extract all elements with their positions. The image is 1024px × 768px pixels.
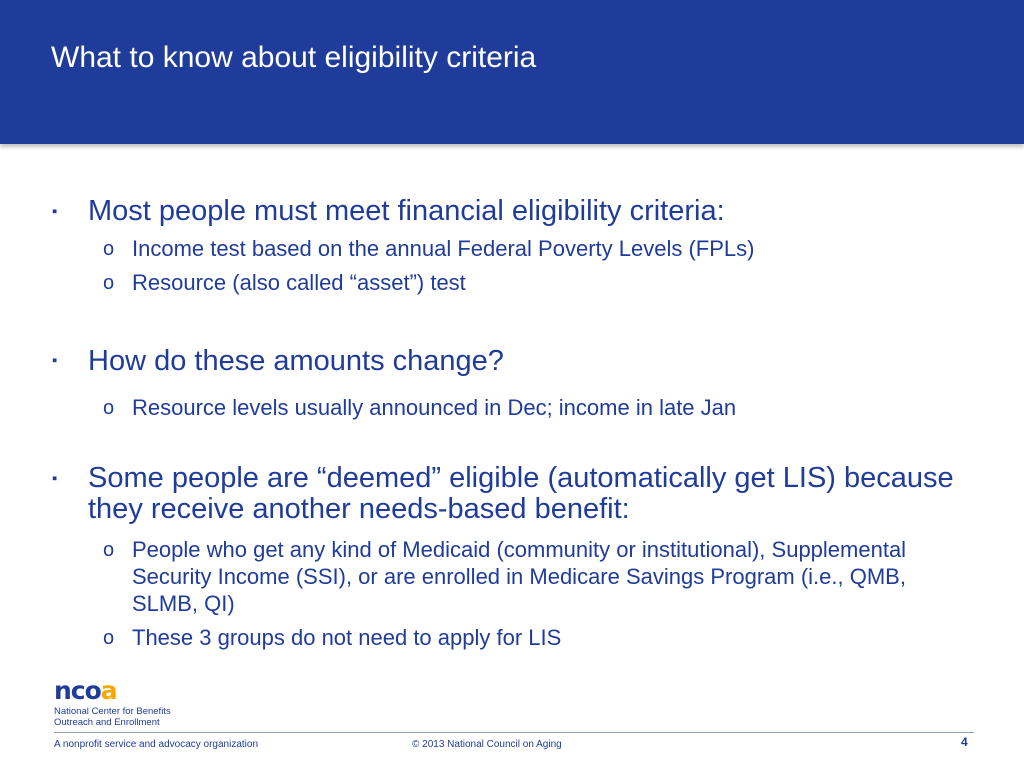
bullet-marker: ▪ — [52, 352, 58, 369]
sub-bullet-resource-test: Resource (also called “asset”) test — [132, 270, 466, 295]
sub-bullet-marker: o — [103, 627, 115, 649]
footer-tagline: A nonprofit service and advocacy organization — [54, 739, 259, 750]
sub-bullet-marker: o — [103, 272, 115, 294]
logo-mark-part1: nco — [54, 676, 101, 705]
sub-bullet-announcement-timing: Resource levels usually announced in Dec; income in late Jan — [132, 395, 737, 420]
page-number: 4 — [961, 735, 968, 749]
logo-subtitle — [54, 706, 171, 728]
ncoa-logo-mark — [54, 676, 171, 705]
bullet-deemed-eligible: Some people are “deemed” eligible (automatically get LIS) because they receive another needs-based benefit: — [88, 462, 954, 525]
sub-bullet-no-need-to-apply: These 3 groups do not need to apply for LIS — [132, 625, 562, 650]
footer-divider — [54, 732, 974, 733]
bullet-marker: ▪ — [52, 470, 58, 487]
slide-header — [0, 0, 1024, 144]
logo-subtitle-line1: National Center for Benefits — [54, 706, 171, 717]
footer-copyright: © 2013 National Council on Aging — [412, 739, 562, 750]
sub-bullet-marker: o — [103, 397, 115, 419]
sub-bullet-medicaid-ssi-msp: People who get any kind of Medicaid (community or institutional), Supplemental Security Income (SSI), or are enrolled in Medicare Savings Program (i.e., QMB, SLMB, QI) — [132, 537, 907, 616]
bullet-marker: ▪ — [52, 203, 58, 220]
bullet-amounts-change: How do these amounts change? — [88, 345, 504, 377]
ncoa-logo — [54, 676, 171, 728]
sub-bullet-marker: o — [103, 539, 115, 561]
sub-bullet-marker: o — [103, 238, 115, 260]
bullet-financial-criteria: Most people must meet financial eligibility criteria: — [88, 195, 725, 227]
logo-mark-part2: a — [100, 676, 117, 705]
logo-subtitle-line2: Outreach and Enrollment — [54, 717, 160, 728]
sub-bullet-income-test: Income test based on the annual Federal Poverty Levels (FPLs) — [132, 236, 755, 261]
slide-title: What to know about eligibility criteria — [51, 41, 537, 74]
